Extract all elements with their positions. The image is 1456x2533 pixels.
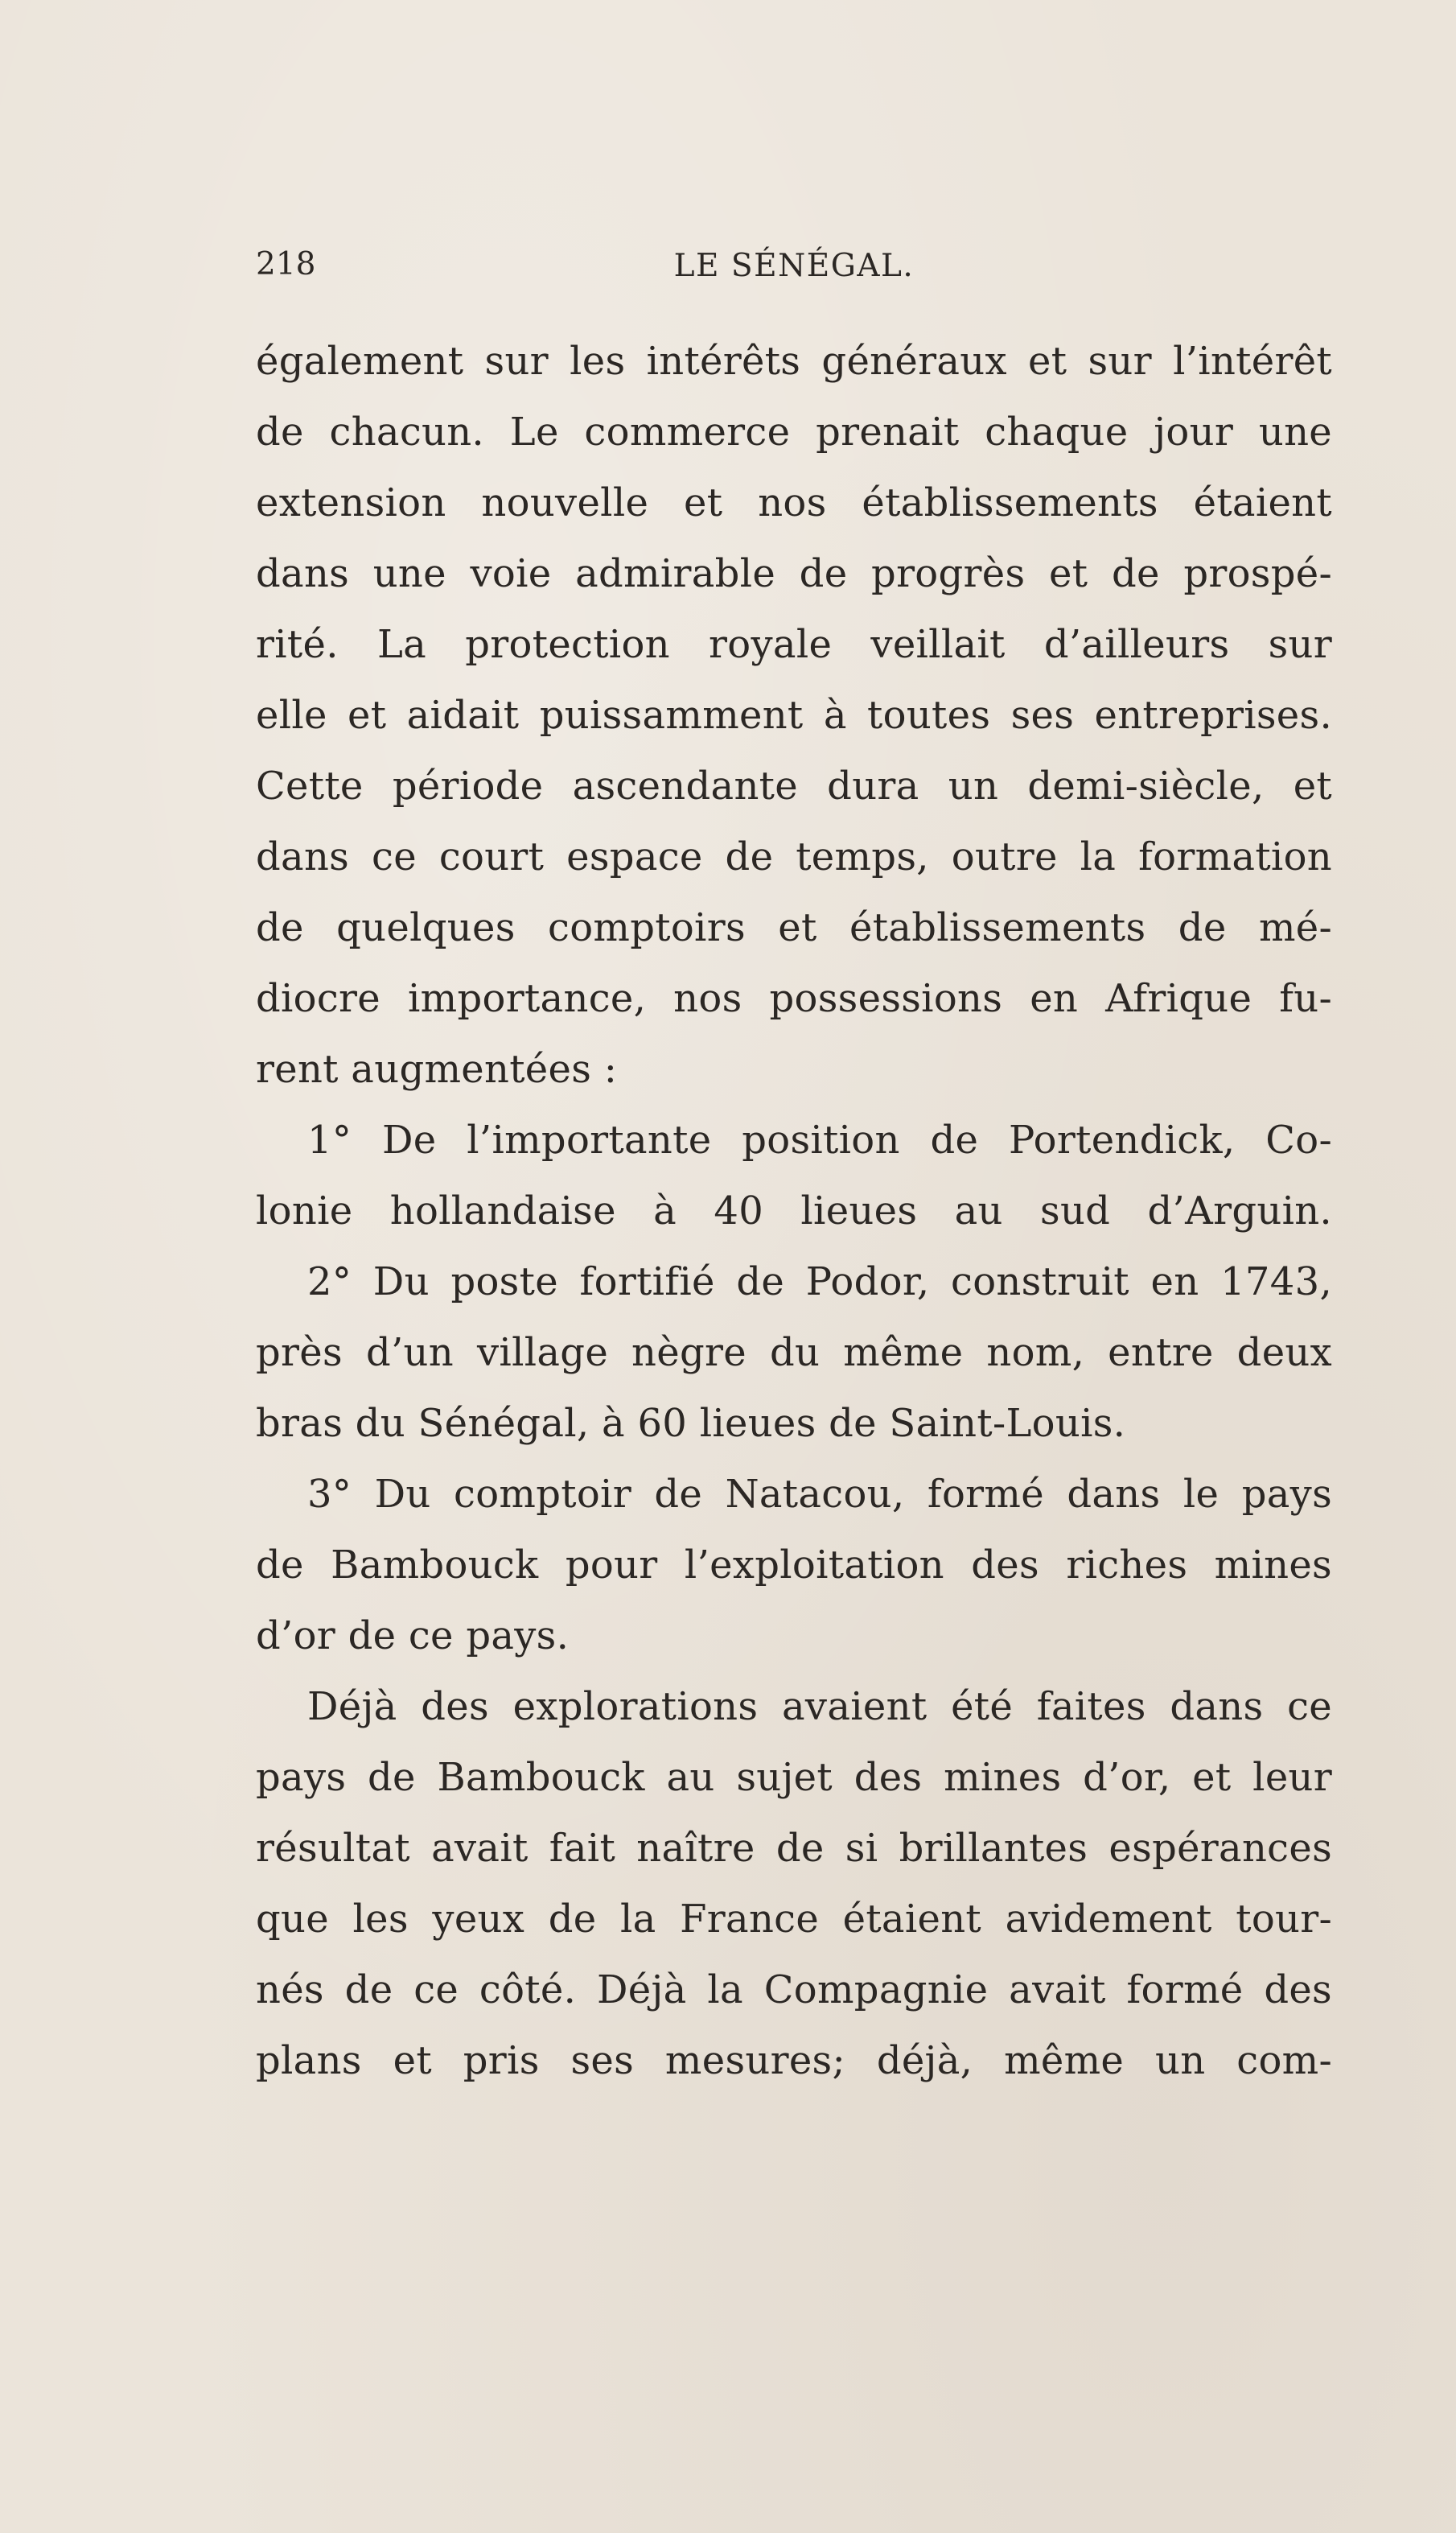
text-line: nés de ce côté. Déjà la Compagnie avait formé des [256, 1967, 1332, 2012]
text-line: que les yeux de la France étaient avidement tour- [256, 1897, 1332, 1942]
text-line: diocre importance, nos possessions en Afrique fu- [256, 976, 1332, 1021]
text-line: dans ce court espace de temps, outre la formation [256, 834, 1332, 879]
page-number: 218 [256, 246, 316, 282]
text-line: d’or de ce pays. [256, 1613, 570, 1658]
text-line: 1° De l’importante position de Portendick, Co- [307, 1118, 1332, 1163]
running-title: LE SÉNÉGAL. [673, 248, 915, 284]
text-line: Déjà des explorations avaient été faites dans ce [307, 1684, 1332, 1729]
text-line: Cette période ascendante dura un demi-siècle, et [256, 764, 1332, 809]
text-line: 3° Du comptoir de Natacou, formé dans le pays [307, 1472, 1332, 1517]
text-line: de chacun. Le commerce prenait chaque jour une [256, 410, 1332, 455]
text-line: rent augmentées : [256, 1047, 618, 1092]
page-header [256, 243, 1332, 286]
text-line: 2° Du poste fortifié de Podor, construit en 1743, [307, 1259, 1332, 1304]
text-line: plans et pris ses mesures; déjà, même un com- [256, 2038, 1332, 2083]
text-line: de quelques comptoirs et établissements de mé- [256, 905, 1332, 950]
text-line: de Bambouck pour l’exploitation des riches mines [256, 1542, 1332, 1588]
text-line: bras du Sénégal, à 60 lieues de Saint-Louis. [256, 1401, 1126, 1446]
text-line: résultat avait fait naître de si brillantes espérances [256, 1826, 1332, 1871]
text-line: pays de Bambouck au sujet des mines d’or, et leur [256, 1755, 1332, 1800]
text-line: rité. La protection royale veillait d’ailleurs sur [256, 622, 1332, 667]
text-line: dans une voie admirable de progrès et de prospé- [256, 551, 1332, 596]
text-line: lonie hollandaise à 40 lieues au sud d’Arguin. [256, 1188, 1332, 1234]
text-line: également sur les intérêts généraux et sur l’intérêt [256, 339, 1332, 384]
text-line: elle et aidait puissamment à toutes ses entreprises. [256, 693, 1332, 738]
text-line: extension nouvelle et nos établissements étaient [256, 480, 1332, 525]
text-line: près d’un village nègre du même nom, entre deux [256, 1330, 1332, 1375]
